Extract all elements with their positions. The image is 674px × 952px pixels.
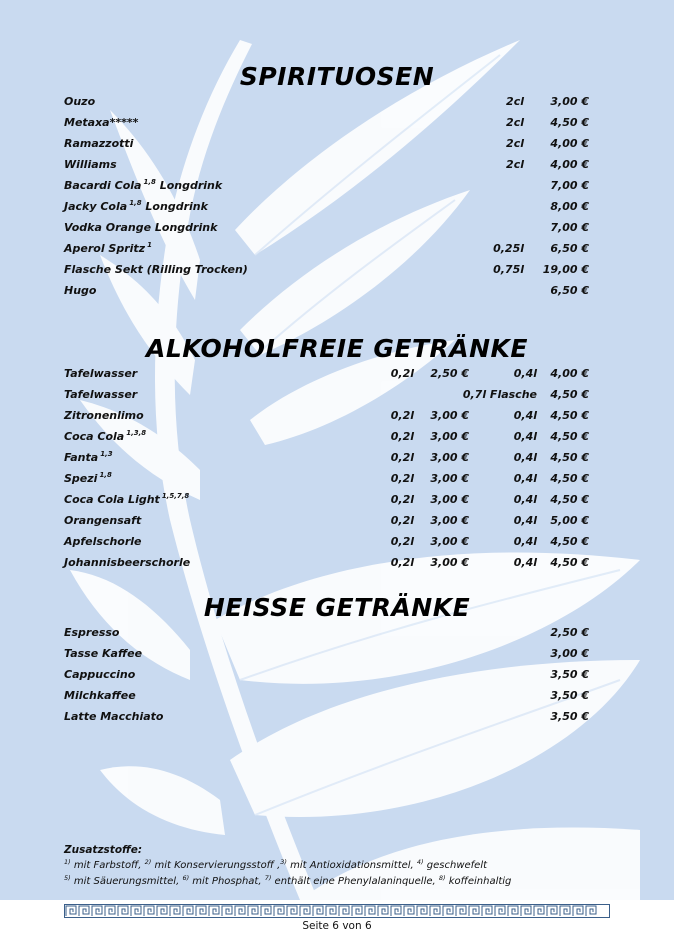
meander-unit [274,906,284,916]
menu-row [0,448,674,468]
item-name [64,686,136,706]
meander-unit [183,906,193,916]
meander-unit [443,906,453,916]
footnote-text: mit Farbstoff, [70,860,145,871]
additives-line-2 [64,874,511,890]
meander-unit [534,906,544,916]
item-price-large: 4,50 € [550,388,589,401]
item-name-text: Ramazzotti [64,137,134,150]
page-number: Seite 6 von 6 [302,920,372,932]
item-price: 3,50 € [550,668,589,681]
item-quantity-large: 0,4l [513,367,537,380]
footnote-number: 2) [144,858,152,866]
item-price: 3,00 € [550,95,589,108]
footnote-number: 1) [64,858,71,866]
footnote-number: 3) [280,858,287,866]
meander-unit [521,906,531,916]
item-quantity-large: 0,4l [513,556,537,569]
item-price-small: 3,00 € [430,493,469,506]
meander-unit [313,906,323,916]
menu-row [0,281,674,301]
item-name-text: Aperol Spritz [64,242,146,255]
item-price-small: 3,00 € [430,409,469,422]
item-quantity-large: 0,4l [513,535,537,548]
footnote-text: mit Phosphat, [189,876,265,887]
item-name [64,644,142,664]
footnote-text: mit Konservierungsstoff , [151,860,281,871]
menu-row [0,686,674,706]
item-price-large: 4,50 € [550,556,589,569]
footnote-number: 4) [416,858,424,866]
item-name [64,511,141,531]
item-quantity: 2cl [506,137,524,150]
item-price: 3,50 € [550,710,589,723]
meander-unit [196,906,206,916]
item-name-text: Tafelwasser [64,367,138,380]
item-quantity-small: 0,2l [390,430,414,443]
meander-unit [573,906,583,916]
meander-unit [495,906,505,916]
item-name [64,239,152,259]
meander-unit [79,906,89,916]
item-price-large: 4,50 € [550,493,589,506]
item-price: 6,50 € [550,284,589,297]
item-name-text: Metaxa***** [64,116,139,129]
meander-unit [248,906,258,916]
footnote-text: enthält eine Phenylalaninquelle, [271,876,439,887]
meander-unit [209,906,219,916]
item-quantity-large: 0,7l Flasche [462,388,537,401]
item-name-text: Fanta [64,451,99,464]
item-name [64,176,222,196]
item-name [64,385,137,405]
item-price: 3,50 € [550,689,589,702]
item-price: 2,50 € [550,626,589,639]
footnote-number: 7) [264,874,272,882]
item-price-large: 5,00 € [550,514,589,527]
allergen-footnote: 1 [147,241,152,249]
menu-row [0,623,674,643]
item-quantity: 2cl [506,158,524,171]
item-name-text: Williams [64,158,117,171]
menu-row [0,532,674,552]
menu-row [0,113,674,133]
item-name-text: Hugo [64,284,97,297]
meander-unit [300,906,310,916]
item-name-text: Coca Cola Light [64,493,160,506]
item-quantity: 2cl [506,116,524,129]
item-price: 4,00 € [550,158,589,171]
item-name-suffix: Longdrink [141,200,208,213]
menu-row [0,155,674,175]
menu-row [0,260,674,280]
item-name [64,364,137,384]
item-name [64,553,190,573]
footnote-number: 6) [182,874,190,882]
item-price: 4,50 € [550,116,589,129]
item-price-small: 3,00 € [430,514,469,527]
item-price-small: 3,00 € [430,430,469,443]
item-name-text: Vodka Orange Longdrink [64,221,218,234]
item-name [64,218,217,238]
footnote-text: mit Säuerungsmittel, [70,876,183,887]
item-name [64,92,95,112]
item-price: 3,00 € [550,647,589,660]
meander-unit [547,906,557,916]
item-name [64,197,208,217]
footnote-text: koffeinhaltig [445,876,512,887]
additives-legend [64,842,511,890]
item-price-small: 3,00 € [430,535,469,548]
item-name [64,448,113,468]
item-name-text: Espresso [64,626,120,639]
meander-unit [92,906,102,916]
greek-key-border [64,904,610,918]
meander-unit [378,906,388,916]
item-name-text: Milchkaffee [64,689,136,702]
item-name [64,490,189,510]
section-title-hot-drinks: HEISSE GETRÄNKE [203,593,471,622]
meander-unit [456,906,466,916]
item-quantity: 2cl [506,95,524,108]
item-price-small: 3,00 € [430,472,469,485]
additives-line-1 [64,858,511,874]
item-name-text: Bacardi Cola [64,179,142,192]
item-price: 8,00 € [550,200,589,213]
item-price: 19,00 € [542,263,589,276]
item-price: 7,00 € [550,179,589,192]
item-price: 7,00 € [550,221,589,234]
item-name-text: Ouzo [64,95,96,108]
menu-row [0,469,674,489]
item-name [64,623,119,643]
item-name-text: Coca Cola [64,430,125,443]
meander-unit [352,906,362,916]
item-name-text: Flasche Sekt (Rilling Trocken) [64,263,248,276]
item-quantity: 0,25l [493,242,524,255]
menu-row [0,665,674,685]
item-name [64,281,96,301]
allergen-footnote: 1,8 [129,199,142,207]
menu-row [0,490,674,510]
item-quantity-small: 0,2l [390,493,414,506]
meander-unit [482,906,492,916]
menu-row [0,511,674,531]
meander-unit [404,906,414,916]
additives-title: Zusatzstoffe: [64,844,143,856]
item-price-small: 3,00 € [430,556,469,569]
item-price-large: 4,50 € [550,535,589,548]
allergen-footnote: 1,8 [143,178,156,186]
section-title-spirits: SPIRITUOSEN [239,62,435,91]
meander-unit [261,906,271,916]
item-name [64,427,146,447]
menu-row [0,239,674,259]
menu-row [0,707,674,727]
item-price-small: 3,00 € [430,451,469,464]
menu-row [0,92,674,112]
item-name-text: Tafelwasser [64,388,138,401]
item-price-large: 4,00 € [550,367,589,380]
item-price: 6,50 € [550,242,589,255]
menu-row [0,134,674,154]
item-name-text: Latte Macchiato [64,710,164,723]
meander-unit [287,906,297,916]
item-quantity-small: 0,2l [390,514,414,527]
meander-unit [430,906,440,916]
menu-row [0,364,674,384]
item-quantity: 0,75l [493,263,524,276]
item-quantity-small: 0,2l [390,409,414,422]
meander-unit [105,906,115,916]
item-name [64,532,142,552]
meander-unit [235,906,245,916]
meander-unit [339,906,349,916]
item-name-text: Cappuccino [64,668,136,681]
item-name [64,406,144,426]
item-quantity-small: 0,2l [390,451,414,464]
meander-unit [222,906,232,916]
item-price-large: 4,50 € [550,409,589,422]
item-name-text: Apfelschorle [64,535,142,548]
item-quantity-large: 0,4l [513,430,537,443]
item-name-suffix: Longdrink [155,179,223,192]
item-quantity-large: 0,4l [513,493,537,506]
item-name-text: Zitronenlimo [64,409,144,422]
menu-row [0,553,674,573]
item-price: 4,00 € [550,137,589,150]
item-price-large: 4,50 € [550,430,589,443]
item-quantity-large: 0,4l [513,514,537,527]
item-quantity-small: 0,2l [390,367,414,380]
meander-unit [144,906,154,916]
meander-unit [118,906,128,916]
footnote-text: geschwefelt [423,860,488,871]
meander-unit [560,906,570,916]
allergen-footnote: 1,8 [99,471,112,479]
item-quantity-small: 0,2l [390,472,414,485]
menu-row [0,427,674,447]
item-name-text: Orangensaft [64,514,142,527]
item-quantity-large: 0,4l [513,472,537,485]
meander-unit [365,906,375,916]
menu-row [0,176,674,196]
allergen-footnote: 1,3,8 [126,429,147,437]
item-name [64,134,133,154]
meander-unit [586,906,596,916]
item-quantity-large: 0,4l [513,451,537,464]
allergen-footnote: 1,5,7,8 [161,492,190,500]
meander-unit [131,906,141,916]
item-name-text: Tasse Kaffee [64,647,143,660]
item-name [64,113,138,133]
item-price-large: 4,50 € [550,451,589,464]
item-name [64,707,164,727]
meander-unit [326,906,336,916]
footnote-number: 5) [64,874,71,882]
meander-unit [66,906,76,916]
item-price-large: 4,50 € [550,472,589,485]
allergen-footnote: 1,3 [100,450,113,458]
footnote-text: mit Antioxidationsmittel, [286,860,417,871]
item-name [64,469,112,489]
item-name-text: Jacky Cola [64,200,128,213]
menu-row [0,218,674,238]
meander-unit [508,906,518,916]
item-price-small: 2,50 € [430,367,469,380]
item-name [64,155,117,175]
meander-unit [391,906,401,916]
meander-unit [157,906,167,916]
meander-unit [417,906,427,916]
item-name [64,665,135,685]
menu-row [0,406,674,426]
menu-row [0,197,674,217]
meander-unit [469,906,479,916]
section-title-soft-drinks: ALKOHOLFREIE GETRÄNKE [145,334,529,363]
item-quantity-small: 0,2l [390,556,414,569]
item-name-text: Johannisbeerschorle [64,556,191,569]
menu-row [0,385,674,405]
footnote-number: 8) [438,874,446,882]
item-quantity-small: 0,2l [390,535,414,548]
item-name-text: Spezi [64,472,98,485]
menu-row [0,644,674,664]
item-name [64,260,248,280]
item-quantity-large: 0,4l [513,409,537,422]
meander-unit [170,906,180,916]
